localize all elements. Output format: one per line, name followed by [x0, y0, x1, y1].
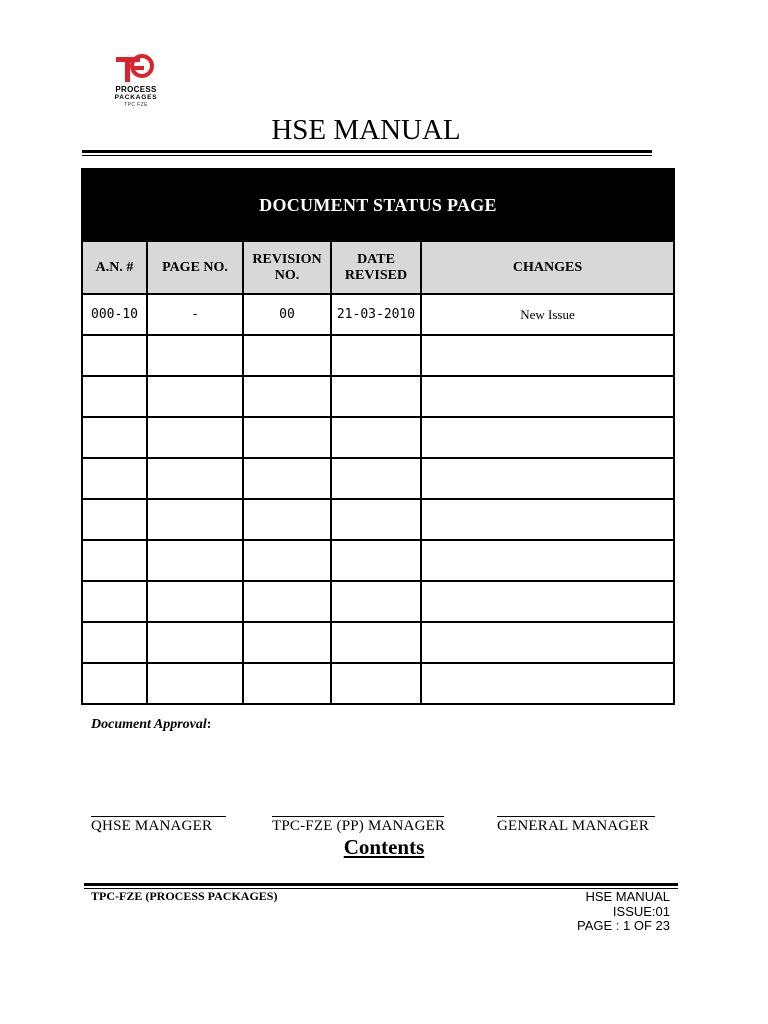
signature-line-gm [497, 816, 655, 817]
cell-page-no [147, 376, 243, 417]
cell-revision-no [243, 417, 331, 458]
cell-changes [421, 417, 674, 458]
cell-page-no: - [147, 294, 243, 335]
table-row [82, 417, 674, 458]
tpc-logo-icon [114, 54, 158, 84]
footer-issue: ISSUE:01 [612, 903, 670, 919]
table-row [82, 376, 674, 417]
signature-line-tpc [272, 816, 444, 817]
cell-revision-no [243, 540, 331, 581]
cell-changes [421, 376, 674, 417]
table-row [82, 294, 674, 335]
cell-page-no [147, 663, 243, 704]
cell-changes [421, 458, 674, 499]
cell-changes [421, 335, 674, 376]
cell-revision-no [243, 663, 331, 704]
cell-page-no [147, 335, 243, 376]
cell-revision-no [243, 622, 331, 663]
table-row [82, 458, 674, 499]
cell-changes [421, 540, 674, 581]
cell-an [82, 335, 147, 376]
footer-company: TPC-FZE (PROCESS PACKAGES) [91, 889, 278, 903]
column-header-page-no: PAGE NO. [147, 241, 243, 294]
signature-line-qhse [91, 816, 226, 817]
cell-date-revised [331, 622, 421, 663]
cell-revision-no [243, 581, 331, 622]
document-status-table [81, 168, 675, 705]
cell-page-no [147, 622, 243, 663]
cell-changes [421, 663, 674, 704]
document-approval-label: Document Approval: [91, 717, 212, 732]
column-header-an: A.N. # [82, 241, 147, 294]
cell-an [82, 540, 147, 581]
cell-revision-no: 00 [243, 294, 331, 335]
footer-doc-info [577, 890, 670, 934]
signatory-general-manager: GENERAL MANAGER [497, 818, 650, 834]
logo-text-packages: PACKAGES [114, 94, 158, 101]
table-header-row [82, 241, 674, 294]
cell-an [82, 376, 147, 417]
cell-an [82, 417, 147, 458]
cell-date-revised [331, 663, 421, 704]
cell-date-revised [331, 335, 421, 376]
cell-revision-no [243, 499, 331, 540]
cell-page-no [147, 581, 243, 622]
column-header-revision-no: REVISION NO. [243, 241, 331, 294]
cell-page-no [147, 540, 243, 581]
cell-date-revised [331, 458, 421, 499]
cell-revision-no [243, 335, 331, 376]
title-rule-thick [82, 150, 652, 153]
signatory-tpc-manager: TPC-FZE (PP) MANAGER [272, 818, 446, 834]
column-header-date-revised: DATE REVISED [331, 241, 421, 294]
page-title: HSE MANUAL [271, 114, 461, 146]
cell-revision-no [243, 376, 331, 417]
cell-an [82, 663, 147, 704]
cell-changes [421, 622, 674, 663]
table-row [82, 335, 674, 376]
logo-text-process: PROCESS [115, 85, 157, 94]
column-header-changes: CHANGES [421, 241, 674, 294]
table-row [82, 622, 674, 663]
table-row [82, 581, 674, 622]
cell-date-revised: 21-03-2010 [331, 294, 421, 335]
cell-an: 000-10 [82, 294, 147, 335]
footer-page-number: PAGE : 1 OF 23 [577, 918, 670, 933]
cell-page-no [147, 458, 243, 499]
cell-date-revised [331, 376, 421, 417]
cell-date-revised [331, 417, 421, 458]
cell-an [82, 458, 147, 499]
table-row [82, 499, 674, 540]
company-logo [104, 54, 168, 108]
table-row [82, 663, 674, 704]
cell-date-revised [331, 581, 421, 622]
cell-an [82, 622, 147, 663]
cell-an [82, 499, 147, 540]
cell-page-no [147, 499, 243, 540]
cell-changes [421, 499, 674, 540]
table-title: DOCUMENT STATUS PAGE [82, 169, 674, 241]
cell-an [82, 581, 147, 622]
table-row [82, 540, 674, 581]
footer-manual-name: HSE MANUAL [585, 889, 670, 904]
signatory-qhse-manager: QHSE MANAGER [91, 818, 213, 834]
cell-revision-no [243, 458, 331, 499]
cell-changes: New Issue [421, 294, 674, 335]
footer-rule-thick [84, 883, 678, 886]
logo-text-tpc: TPC FZE [124, 102, 148, 108]
cell-date-revised [331, 540, 421, 581]
contents-heading: Contents [343, 835, 425, 859]
cell-changes [421, 581, 674, 622]
cell-date-revised [331, 499, 421, 540]
title-rule-thin [82, 155, 652, 156]
cell-page-no [147, 417, 243, 458]
